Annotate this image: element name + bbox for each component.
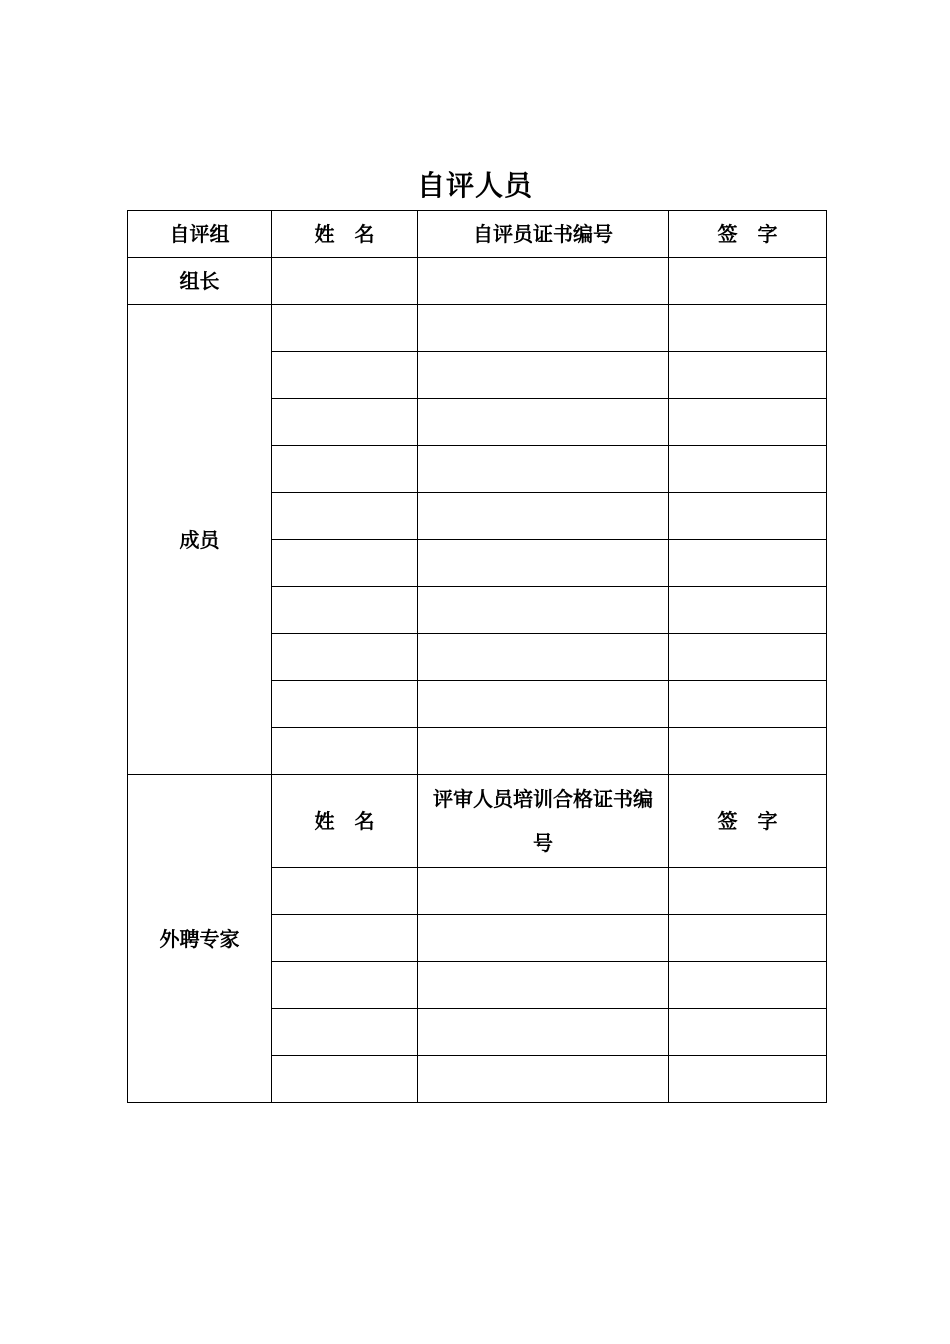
member-name-cell[interactable]	[272, 352, 418, 399]
member-signature-cell[interactable]	[669, 493, 827, 540]
expert-cert-cell[interactable]	[418, 915, 669, 962]
expert-signature-cell[interactable]	[669, 915, 827, 962]
member-signature-cell[interactable]	[669, 352, 827, 399]
leader-label: 组长	[128, 258, 272, 305]
expert-name-cell[interactable]	[272, 962, 418, 1009]
member-name-cell[interactable]	[272, 493, 418, 540]
member-cert-cell[interactable]	[418, 587, 669, 634]
member-signature-cell[interactable]	[669, 540, 827, 587]
expert-signature-cell[interactable]	[669, 962, 827, 1009]
header-name: 姓 名	[272, 211, 418, 258]
member-name-cell[interactable]	[272, 305, 418, 352]
member-signature-cell[interactable]	[669, 446, 827, 493]
leader-name-cell[interactable]	[272, 258, 418, 305]
expert-signature-cell[interactable]	[669, 868, 827, 915]
expert-cert-cell[interactable]	[418, 962, 669, 1009]
expert-cert-cell[interactable]	[418, 1009, 669, 1056]
member-name-cell[interactable]	[272, 728, 418, 775]
header-signature: 签 字	[669, 211, 827, 258]
member-cert-cell[interactable]	[418, 305, 669, 352]
member-cert-cell[interactable]	[418, 728, 669, 775]
experts-header-row	[128, 775, 827, 868]
member-name-cell[interactable]	[272, 634, 418, 681]
member-signature-cell[interactable]	[669, 634, 827, 681]
header-group: 自评组	[128, 211, 272, 258]
leader-cert-cell[interactable]	[418, 258, 669, 305]
member-name-cell[interactable]	[272, 587, 418, 634]
member-cert-cell[interactable]	[418, 446, 669, 493]
experts-header-cert: 评审人员培训合格证书编号	[433, 787, 653, 855]
expert-signature-cell[interactable]	[669, 1056, 827, 1103]
member-cert-cell[interactable]	[418, 540, 669, 587]
expert-signature-cell[interactable]	[669, 1009, 827, 1056]
header-cert-number: 自评员证书编号	[418, 211, 669, 258]
member-cert-cell[interactable]	[418, 634, 669, 681]
expert-cert-cell[interactable]	[418, 1056, 669, 1103]
member-cert-cell[interactable]	[418, 681, 669, 728]
expert-name-cell[interactable]	[272, 1056, 418, 1103]
member-signature-cell[interactable]	[669, 728, 827, 775]
member-row	[128, 305, 827, 352]
experts-header-signature: 签 字	[669, 775, 827, 868]
member-cert-cell[interactable]	[418, 399, 669, 446]
experts-header-name: 姓 名	[272, 775, 418, 868]
experts-label: 外聘专家	[128, 775, 272, 1103]
expert-name-cell[interactable]	[272, 915, 418, 962]
member-name-cell[interactable]	[272, 399, 418, 446]
member-cert-cell[interactable]	[418, 493, 669, 540]
member-signature-cell[interactable]	[669, 587, 827, 634]
experts-header-cert-cell	[418, 775, 669, 868]
self-assessment-personnel-table	[127, 210, 827, 1103]
member-signature-cell[interactable]	[669, 681, 827, 728]
leader-row	[128, 258, 827, 305]
members-label: 成员	[128, 305, 272, 775]
leader-signature-cell[interactable]	[669, 258, 827, 305]
member-cert-cell[interactable]	[418, 352, 669, 399]
expert-name-cell[interactable]	[272, 1009, 418, 1056]
expert-name-cell[interactable]	[272, 868, 418, 915]
member-signature-cell[interactable]	[669, 305, 827, 352]
header-row	[128, 211, 827, 258]
member-name-cell[interactable]	[272, 681, 418, 728]
member-name-cell[interactable]	[272, 540, 418, 587]
expert-cert-cell[interactable]	[418, 868, 669, 915]
page-title: 自评人员	[416, 169, 533, 202]
member-name-cell[interactable]	[272, 446, 418, 493]
member-signature-cell[interactable]	[669, 399, 827, 446]
